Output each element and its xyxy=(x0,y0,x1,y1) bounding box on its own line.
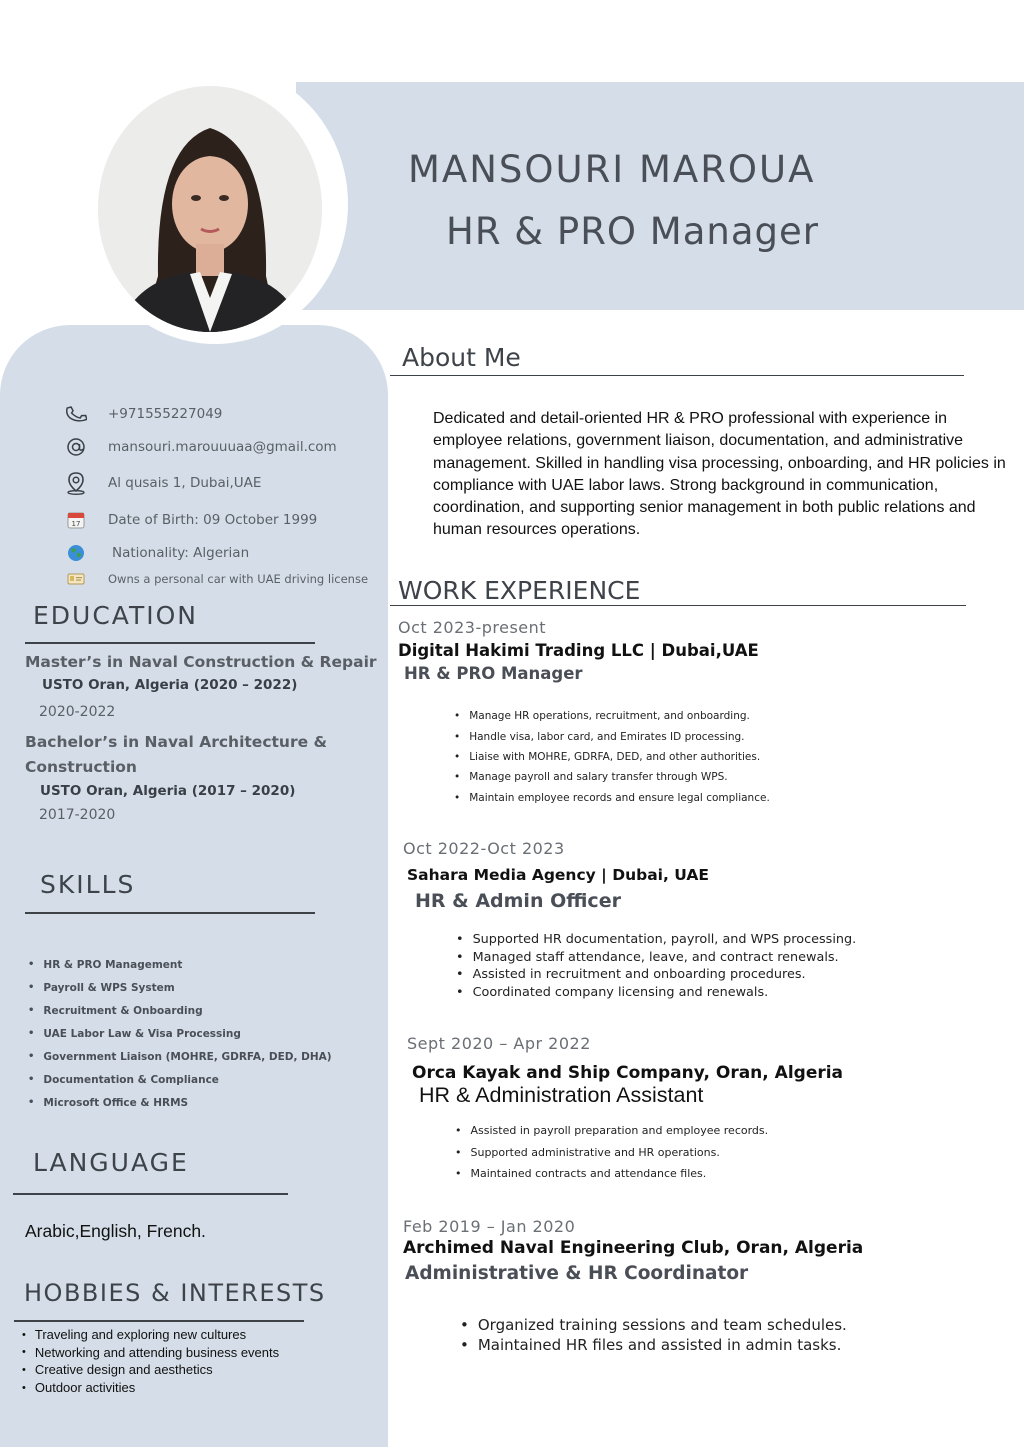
duty-item: • Maintained HR files and assisted in admin tasks. xyxy=(460,1335,847,1355)
duty-item: • Liaise with MOHRE, GDRFA, DED, and other authorities. xyxy=(454,747,770,767)
job-duties xyxy=(455,1120,768,1185)
duty-item: • Handle visa, labor card, and Emirates ID processing. xyxy=(454,726,770,746)
license-card-icon xyxy=(62,568,90,590)
globe-icon xyxy=(62,542,90,564)
at-sign-icon xyxy=(62,436,90,458)
hobbies-heading: HOBBIES & INTERESTS xyxy=(24,1279,326,1307)
education-divider xyxy=(25,642,315,644)
education-years: 2020-2022 xyxy=(39,704,116,720)
contact-nationality xyxy=(62,540,392,566)
contact-car xyxy=(62,566,392,592)
job-duties xyxy=(456,931,856,1001)
education-years: 2017-2020 xyxy=(39,807,116,823)
hobby-item: • Networking and attending business events xyxy=(22,1344,279,1362)
education-heading: EDUCATION xyxy=(33,601,198,630)
skill-item: • Documentation & Compliance xyxy=(28,1068,332,1091)
job-title: HR & Admin Officer xyxy=(415,890,621,912)
duty-item: • Maintain employee records and ensure legal compliance. xyxy=(454,788,770,808)
job-date: Feb 2019 – Jan 2020 xyxy=(403,1217,576,1236)
languages-text: Arabic,English, French. xyxy=(25,1221,206,1241)
contact-address xyxy=(62,470,392,496)
duty-item: • Maintained contracts and attendance files. xyxy=(455,1163,768,1185)
candidate-name: MANSOURI MAROUA xyxy=(408,148,816,191)
work-divider xyxy=(390,605,966,606)
duty-item: • Supported HR documentation, payroll, and WPS processing. xyxy=(456,931,856,949)
location-pin-icon xyxy=(62,472,90,494)
address: Al qusais 1, Dubai,UAE xyxy=(108,475,262,491)
duty-item: • Manage payroll and salary transfer through WPS. xyxy=(454,767,770,787)
profile-photo xyxy=(98,86,322,332)
about-divider xyxy=(390,375,964,376)
svg-text:17: 17 xyxy=(71,520,81,528)
contact-phone xyxy=(62,401,392,427)
job-title: HR & Administration Assistant xyxy=(419,1083,704,1107)
work-heading: WORK EXPERIENCE xyxy=(398,576,641,605)
date-of-birth: Date of Birth: 09 October 1999 xyxy=(108,512,318,528)
job-title: HR & PRO Manager xyxy=(404,664,583,683)
job-duties xyxy=(460,1315,847,1355)
duty-item: • Managed staff attendance, leave, and contract renewals. xyxy=(456,949,856,967)
duty-item: • Assisted in recruitment and onboarding procedures. xyxy=(456,966,856,984)
education-school: USTO Oran, Algeria (2020 – 2022) xyxy=(42,677,298,693)
nationality: Nationality: Algerian xyxy=(112,545,250,561)
skill-item: • Payroll & WPS System xyxy=(28,976,332,999)
phone-icon xyxy=(62,403,90,425)
job-date: Sept 2020 – Apr 2022 xyxy=(407,1034,591,1053)
job-date: Oct 2023-present xyxy=(398,618,547,637)
duty-item: • Assisted in payroll preparation and employee records. xyxy=(455,1120,768,1142)
about-text: Dedicated and detail-oriented HR & PRO professional with experience in employee relations, government liaison, documentation, and administrative management. Skilled in handling visa processing, onboarding, and HR policies in compliance with UAE labor laws. Strong background in communication, coordination, and supporting senior management in both public relations and human resources operations. xyxy=(433,410,1006,539)
job-company: Sahara Media Agency | Dubai, UAE xyxy=(407,866,709,884)
job-date: Oct 2022-Oct 2023 xyxy=(403,839,565,858)
hobby-item: • Creative design and aesthetics xyxy=(22,1361,279,1379)
skills-divider xyxy=(25,912,315,914)
education-degree: Bachelor’s in Naval Architecture & Construction xyxy=(25,733,328,776)
skill-item: • Recruitment & Onboarding xyxy=(28,999,332,1022)
hobby-item: • Traveling and exploring new cultures xyxy=(22,1326,279,1344)
job-company: Archimed Naval Engineering Club, Oran, Algeria xyxy=(403,1238,864,1258)
duty-item: • Manage HR operations, recruitment, and onboarding. xyxy=(454,706,770,726)
hobbies-list xyxy=(22,1326,279,1396)
job-company: Orca Kayak and Ship Company, Oran, Algeria xyxy=(412,1063,844,1083)
education-school: USTO Oran, Algeria (2017 – 2020) xyxy=(40,783,296,799)
contact-dob xyxy=(62,507,392,533)
job-title: Administrative & HR Coordinator xyxy=(405,1263,749,1284)
duty-item: • Supported administrative and HR operations. xyxy=(455,1142,768,1164)
language-heading: LANGUAGE xyxy=(33,1148,189,1177)
skills-heading: SKILLS xyxy=(40,870,136,899)
education-degree: Master’s in Naval Construction & Repair xyxy=(25,653,377,671)
duty-item: • Coordinated company licensing and renewals. xyxy=(456,984,856,1002)
skill-item: • Government Liaison (MOHRE, GDRFA, DED, DHA) xyxy=(28,1045,332,1068)
language-divider xyxy=(13,1193,288,1195)
candidate-title: HR & PRO Manager xyxy=(446,210,819,253)
calendar-icon xyxy=(62,509,90,531)
about-heading: About Me xyxy=(402,343,521,372)
job-company: Digital Hakimi Trading LLC | Dubai,UAE xyxy=(398,641,759,660)
car-license: Owns a personal car with UAE driving license xyxy=(108,572,369,586)
email-address: mansouri.marouuuaa@gmail.com xyxy=(108,439,337,455)
phone-number: +971555227049 xyxy=(108,406,223,422)
job-duties xyxy=(454,706,770,808)
contact-email xyxy=(62,434,392,460)
duty-item: • Organized training sessions and team schedules. xyxy=(460,1315,847,1335)
skill-item: • Microsoft Office & HRMS xyxy=(28,1091,332,1114)
skills-list xyxy=(28,953,332,1114)
hobby-item: • Outdoor activities xyxy=(22,1379,279,1397)
header-band xyxy=(296,82,1024,310)
skill-item: • HR & PRO Management xyxy=(28,953,332,976)
hobbies-divider xyxy=(14,1320,304,1322)
skill-item: • UAE Labor Law & Visa Processing xyxy=(28,1022,332,1045)
